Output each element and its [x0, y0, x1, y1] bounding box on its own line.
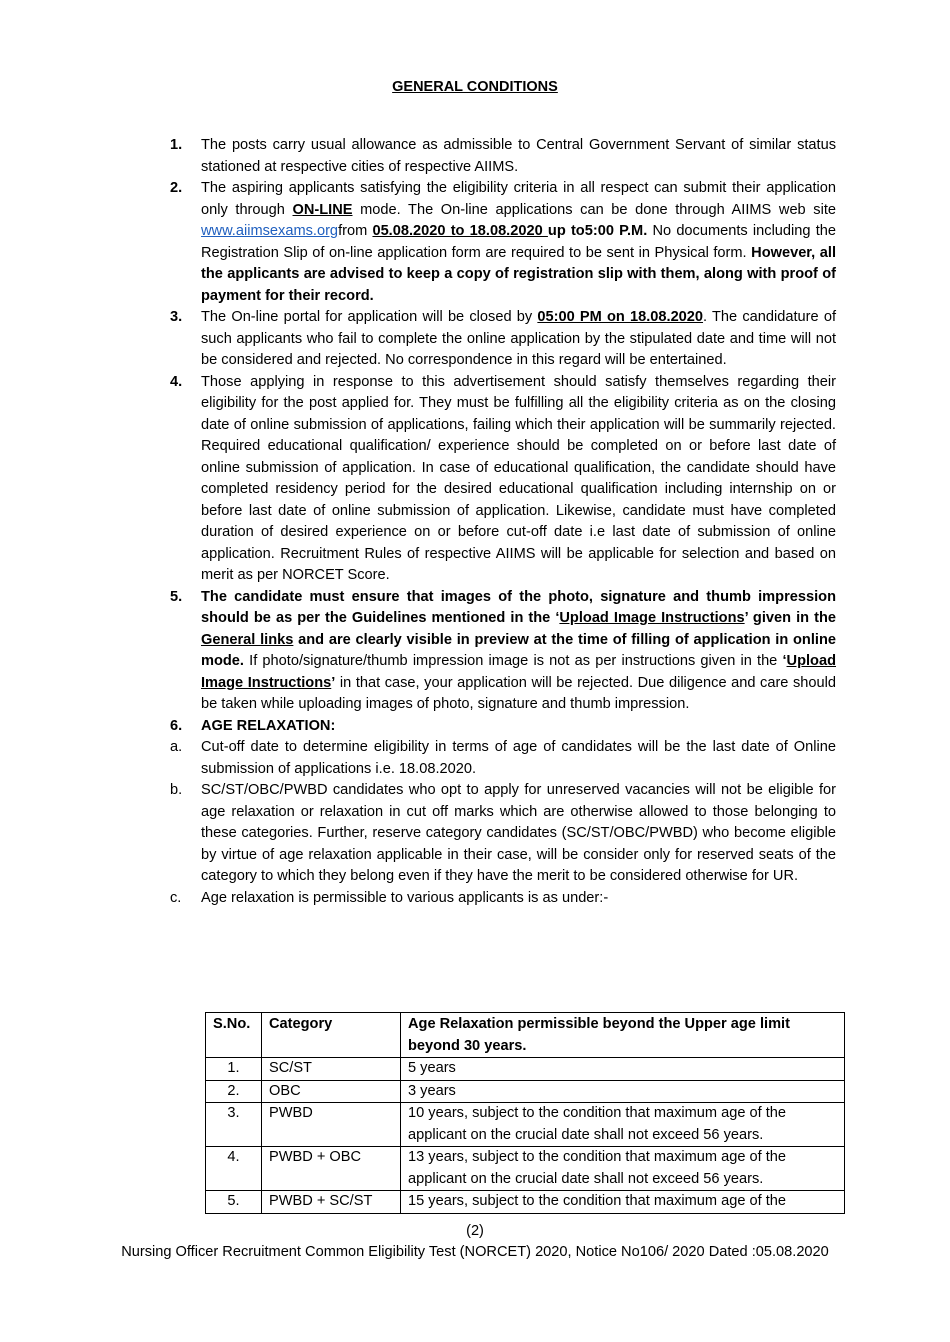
cell-relaxation: 15 years, subject to the condition that maximum age of the [401, 1191, 845, 1214]
item-number: 4. [170, 373, 183, 390]
cell-sno: 1. [206, 1058, 262, 1081]
list-item [170, 780, 836, 888]
cell-category: SC/ST [262, 1058, 401, 1081]
item-number: 5. [170, 588, 183, 605]
cell-relaxation: 5 years [401, 1058, 845, 1081]
item-text: Those applying in response to this advertisement should satisfy themselves regarding their eligibility for the post applied for. They must be fulfilling all the eligibility criteria as on the closing date of online submission of applications, failing which their application will be summarily rejected. Required educational qualification/ experience should be completed on or before last date of online submission of application. In case of educational qualification, the candidate should have completed residency period for the desired educational qualification including internship on or before last date of online submission of application. Likewise, candidate must have completed duration of desired experience on or before cut-off date i.e last date of submission of online application. Recruitment Rules of respective AIIMS will be applicable for selection and based on merit as per NORCET Score. [201, 373, 836, 583]
header-category: Category [262, 1013, 401, 1058]
aiims-website-link[interactable]: www.aiimsexams.org [201, 223, 339, 239]
cell-category: PWBD [262, 1103, 401, 1147]
upload-image-instructions-ref: Upload Image Instructions [559, 610, 745, 626]
item-number: 1. [170, 137, 183, 153]
cell-relaxation: 13 years, subject to the condition that maximum age of the applicant on the crucial date shall not exceed 56 years. [401, 1147, 845, 1191]
cell-category: PWBD + SC/ST [262, 1191, 401, 1214]
item-text: Cut-off date to determine eligibility in terms of age of candidates will be the last date of Online submission of applications i.e. 18.08.2020. [201, 739, 836, 777]
table-row [206, 1103, 845, 1147]
registration-slip-advice: However, all the applicants are advised to keep a copy of registration slip with them, along with proof of payment for their record. [201, 244, 836, 304]
item-number: 3. [170, 309, 183, 325]
cell-sno: 3. [206, 1103, 262, 1147]
cell-category: OBC [262, 1080, 401, 1103]
header-age-relaxation: Age Relaxation permissible beyond the Upper age limit beyond 30 years. [401, 1013, 845, 1058]
date-range: 05.08.2020 to 18.08.2020 [372, 223, 548, 239]
list-item [170, 178, 836, 307]
list-item [170, 135, 836, 178]
footer-notice: Nursing Officer Recruitment Common Eligibility Test (NORCET) 2020, Notice No106/ 2020 Dated :05.08.2020 [121, 1244, 829, 1260]
cell-sno: 2. [206, 1080, 262, 1103]
item-letter: a. [170, 739, 183, 755]
closing-deadline: 05:00 PM on 18.08.2020 [537, 309, 704, 325]
cell-relaxation: 3 years [401, 1080, 845, 1103]
item-text: Age relaxation is permissible to various applicants is as under:- [201, 889, 609, 906]
list-item [170, 372, 836, 587]
age-relaxation-table [205, 1012, 845, 1214]
item-text: SC/ST/OBC/PWBD candidates who opt to apply for unreserved vacancies will not be eligible for age relaxation or relaxation in cut off marks which are otherwise allowed to those belonging to these categories. Further, reserve category candidates (SC/ST/OBC/PWBD) who become eligible by virtue of age relaxation applicable in their case, will be consider only for reserved seats of the category to which they belong even if they have the merit to be considered otherwise for UR. [201, 782, 836, 884]
conditions-list [170, 135, 836, 909]
upload-image-instructions-ref: Upload Image Instructions [201, 653, 836, 691]
list-item [170, 587, 836, 716]
cell-sno: 5. [206, 1191, 262, 1214]
header-sno: S.No. [206, 1013, 262, 1058]
general-links-ref: General links [201, 631, 294, 648]
item-text: The posts carry usual allowance as admissible to Central Government Servant of similar status stationed at respective cities of respective AIIMS. [201, 137, 836, 175]
page-number: (2) [466, 1223, 484, 1239]
table-header-row [206, 1013, 845, 1058]
table-row [206, 1147, 845, 1191]
item-letter: c. [170, 889, 182, 906]
item-number: 6. [170, 717, 183, 734]
item-text: The aspiring applicants satisfying the eligibility criteria in all respect can submit their application only through ON-LINE mode. The On-line applications can be done through AIIMS web site www.aiimsexams.orgfrom 05.08.2020 to 18.08.2020 up to5:00 P.M. No documents including the Registration Slip of on-line application form are required to be sent in Physical form. However, all the applicants are advised to keep a copy of registration slip with them, along with proof of payment for their record. [201, 180, 837, 304]
list-item [170, 307, 836, 372]
table-row [206, 1080, 845, 1103]
table-row [206, 1058, 845, 1081]
item-text: The candidate must ensure that images of the photo, signature and thumb impression should be as per the Guidelines mentioned in the ‘Upload Image Instructions’ given in the General links and are clearly visible in preview at the time of filling of application in online mode. If photo/signature/thumb impression image is not as per instructions given in the ‘Upload Image Instructions’ in that case, your application will be rejected. Due diligence and care should be taken while uploading images of photo, signature and thumb impression. [201, 588, 836, 712]
cell-relaxation: 10 years, subject to the condition that maximum age of the applicant on the crucial date shall not exceed 56 years. [401, 1103, 845, 1147]
list-item [170, 716, 836, 738]
page-title: GENERAL CONDITIONS [392, 79, 558, 95]
item-number: 2. [170, 180, 183, 196]
online-emphasis: ON-LINE [292, 201, 353, 218]
cell-category: PWBD + OBC [262, 1147, 401, 1191]
cell-sno: 4. [206, 1147, 262, 1191]
list-item [170, 737, 836, 780]
table-row [206, 1191, 845, 1214]
list-item [170, 888, 836, 910]
item-letter: b. [170, 782, 183, 798]
item-text: The On-line portal for application will be closed by 05:00 PM on 18.08.2020. The candidature of such applicants who fail to complete the online application by the stipulated date and time will not be considered and rejected. No correspondence in this regard will be entertained. [201, 309, 836, 368]
section-heading-age-relaxation: AGE RELAXATION: [201, 717, 336, 734]
